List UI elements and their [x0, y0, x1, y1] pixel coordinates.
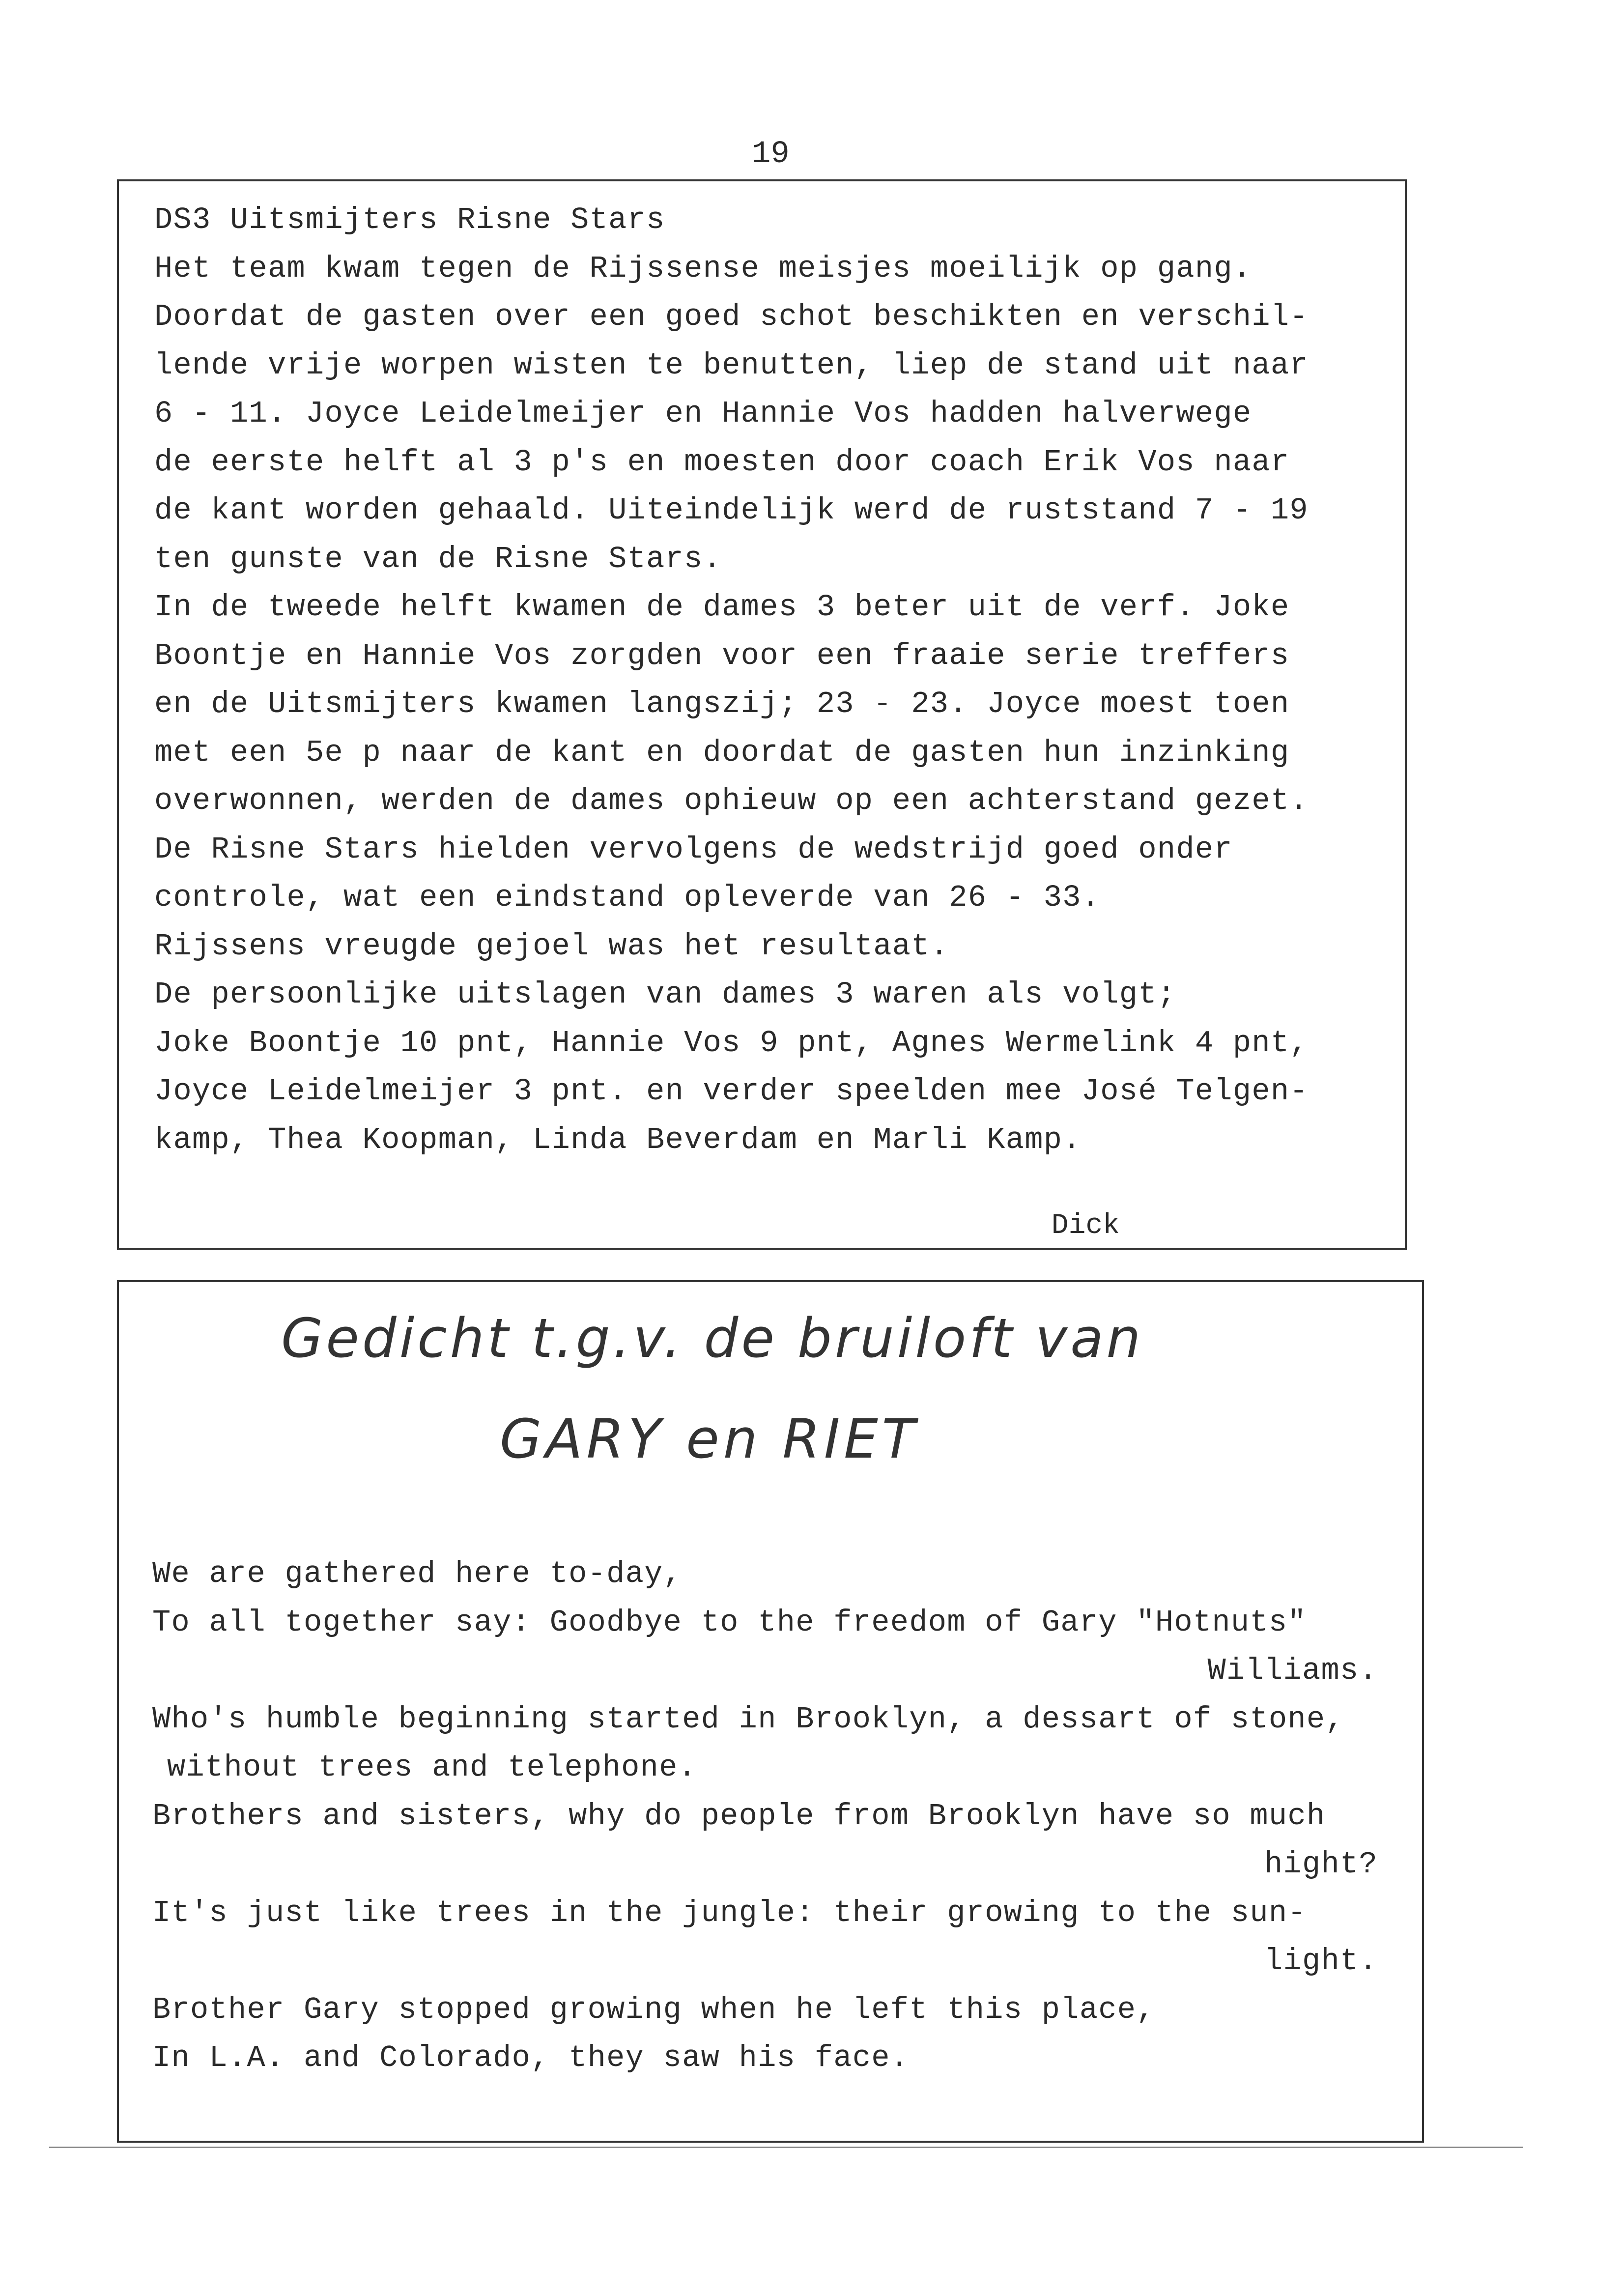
article-line: Het team kwam tegen de Rijssense meisjes moeilijk op gang.: [154, 251, 1252, 286]
poem-line: To all together say: Goodbye to the freedom of Gary "Hotnuts": [152, 1605, 1307, 1640]
poem-line: light.: [1264, 1944, 1378, 1979]
poem-line: It's just like trees in the jungle: their growing to the sun-: [152, 1895, 1307, 1930]
poem-line: hight?: [1264, 1847, 1378, 1882]
poem-line: Who's humble beginning started in Brooklyn, a dessart of stone,: [152, 1701, 1344, 1737]
article-box: [117, 179, 1407, 1250]
article-line: Joke Boontje 10 pnt, Hannie Vos 9 pnt, Agnes Wermelink 4 pnt,: [154, 1025, 1309, 1061]
author-signature: Dick: [1051, 1210, 1120, 1242]
article-line: Joyce Leidelmeijer 3 pnt. en verder speelden mee José Telgen-: [154, 1074, 1309, 1109]
poem-line: without trees and telephone.: [167, 1750, 697, 1785]
article-line: de eerste helft al 3 p's en moesten door coach Erik Vos naar: [154, 444, 1290, 480]
article-line: Doordat de gasten over een goed schot beschikten en verschil-: [154, 299, 1309, 334]
article-line: de kant worden gehaald. Uiteindelijk werd de ruststand 7 - 19: [154, 493, 1309, 528]
poem-line: Brothers and sisters, why do people from Brooklyn have so much: [152, 1798, 1326, 1834]
article-line: controle, wat een eindstand opleverde van 26 - 33.: [154, 880, 1101, 915]
page-number: 19: [752, 137, 790, 172]
article-line: 6 - 11. Joyce Leidelmeijer en Hannie Vos hadden halverwege: [154, 396, 1252, 431]
article-line: In de tweede helft kwamen de dames 3 beter uit de verf. Joke: [154, 590, 1290, 625]
article-line: en de Uitsmijters kwamen langszij; 23 - 23. Joyce moest toen: [154, 687, 1290, 721]
article-line: lende vrije worpen wisten te benutten, liep de stand uit naar: [154, 347, 1309, 383]
poem-line: We are gathered here to-day,: [152, 1556, 683, 1591]
poem-subtitle-names: GARY en RIET: [500, 1407, 919, 1470]
article-line: DS3 Uitsmijters Risne Stars: [154, 202, 665, 237]
article-line: met een 5e p naar de kant en doordat de gasten hun inzinking: [154, 735, 1290, 770]
poem-title: Gedicht t.g.v. de bruiloft van: [281, 1307, 1144, 1370]
bottom-divider: [49, 2147, 1523, 2148]
article-line: De Risne Stars hielden vervolgens de wedstrijd goed onder: [154, 832, 1233, 867]
article-line: Boontje en Hannie Vos zorgden voor een fraaie serie treffers: [154, 638, 1290, 673]
poem-box: [117, 1280, 1424, 2143]
poem-line: Brother Gary stopped growing when he left this place,: [152, 1992, 1155, 2027]
article-line: Rijssens vreugde gejoel was het resultaat.: [154, 928, 949, 964]
article-line: kamp, Thea Koopman, Linda Beverdam en Marli Kamp.: [154, 1122, 1082, 1157]
article-line: ten gunste van de Risne Stars.: [154, 541, 722, 576]
poem-line: Williams.: [1207, 1653, 1378, 1688]
article-line: overwonnen, werden de dames ophieuw op een achterstand gezet.: [154, 783, 1309, 818]
poem-line: In L.A. and Colorado, they saw his face.: [152, 2040, 910, 2075]
article-text: [154, 196, 1380, 1164]
poem-text: [152, 1550, 1397, 2083]
article-line: De persoonlijke uitslagen van dames 3 waren als volgt;: [154, 977, 1176, 1012]
